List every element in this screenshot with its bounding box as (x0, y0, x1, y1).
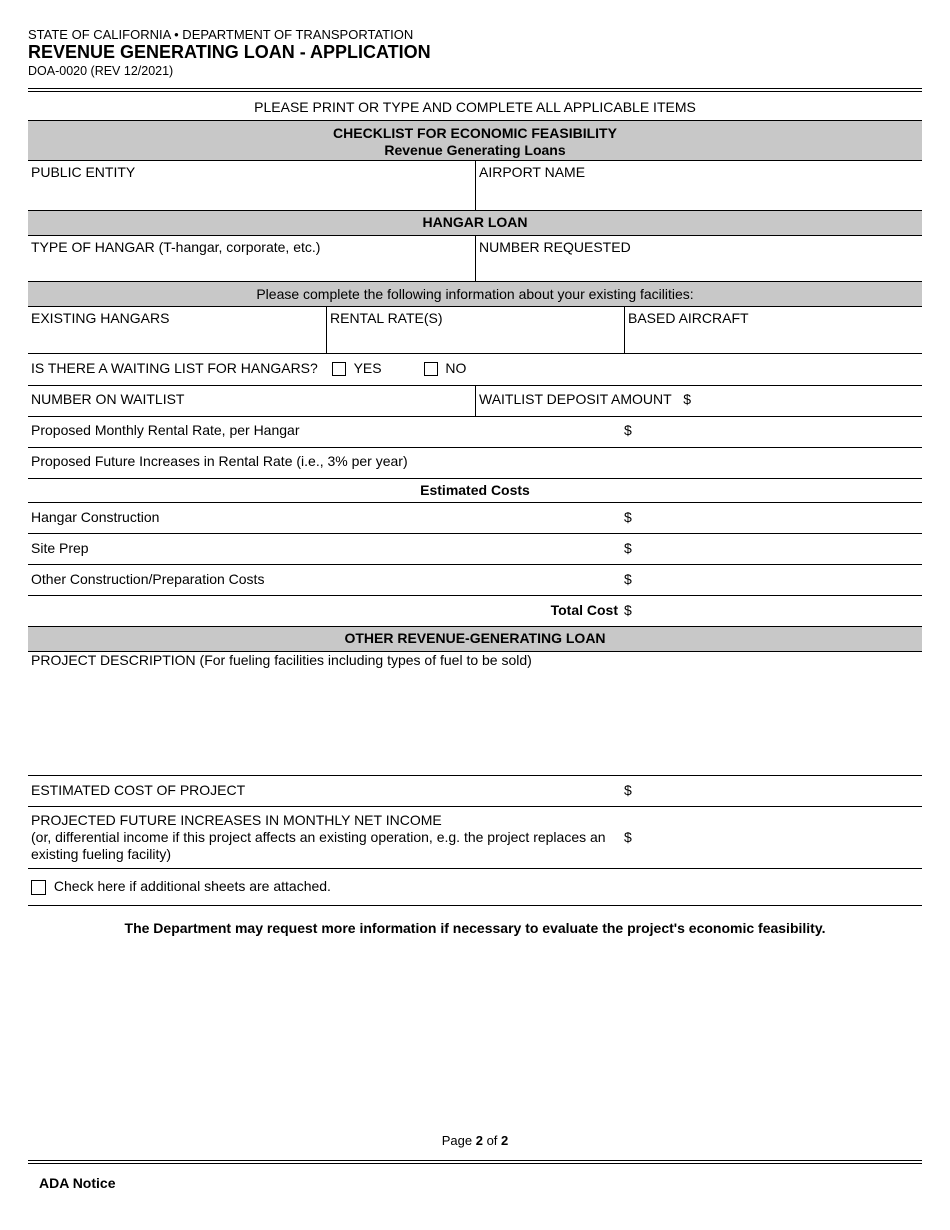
public-entity-field[interactable] (28, 161, 475, 210)
estimated-costs-heading (28, 479, 922, 503)
page-of: of (486, 1133, 498, 1148)
airport-name-label: AIRPORT NAME (479, 164, 586, 180)
attached-sheets-checkbox[interactable] (31, 880, 46, 895)
checklist-subtitle: Revenue Generating Loans (384, 142, 566, 158)
hangar-type-field[interactable] (28, 236, 475, 281)
yes-label: YES (353, 360, 382, 376)
existing-facilities-prompt: Please complete the following information about your existing facilities: (256, 286, 694, 302)
cost-label-other: Other Construction/Preparation Costs (31, 571, 265, 587)
airport-name-field[interactable] (475, 161, 922, 210)
waitlist-deposit-currency: $ (683, 391, 692, 407)
attached-sheets-label: Check here if additional sheets are attached. (53, 878, 331, 894)
income-row[interactable] (28, 807, 922, 869)
monthly-rate-row[interactable] (28, 417, 922, 448)
existing-facilities-heading (28, 282, 922, 307)
income-label-title: PROJECTED FUTURE INCREASES IN MONTHLY NET INCOME (31, 812, 442, 828)
hangar-loan-title: HANGAR LOAN (422, 214, 528, 230)
page-prefix: Page (441, 1133, 473, 1148)
monthly-rate-label: Proposed Monthly Rental Rate, per Hangar (31, 422, 300, 438)
cost-row-hangar-construction[interactable] (28, 503, 922, 534)
other-loan-title: OTHER REVENUE-GENERATING LOAN (344, 630, 606, 646)
waitlist-deposit-label: WAITLIST DEPOSIT AMOUNT (479, 391, 672, 407)
estimated-cost-label: ESTIMATED COST OF PROJECT (31, 782, 246, 798)
rental-rates-label: RENTAL RATE(S) (330, 310, 443, 326)
instructions-text: PLEASE PRINT OR TYPE AND COMPLETE ALL APPLICABLE ITEMS (254, 99, 696, 115)
estimated-costs-title: Estimated Costs (420, 482, 530, 498)
page-total: 2 (501, 1133, 509, 1148)
checklist-title: CHECKLIST FOR ECONOMIC FEASIBILITY (333, 125, 617, 141)
project-description-label: PROJECT DESCRIPTION (For fueling facilities including types of fuel to be sold) (31, 652, 532, 668)
waitlist-number-field[interactable] (28, 386, 475, 416)
rental-rates-field[interactable] (326, 307, 624, 353)
cost-currency-other: $ (624, 571, 632, 587)
waitlist-row (28, 386, 922, 417)
existing-facilities-row (28, 307, 922, 354)
estimated-cost-row[interactable] (28, 776, 922, 807)
total-cost-currency: $ (624, 602, 632, 618)
future-increase-label: Proposed Future Increases in Rental Rate (i.e., 3% per year) (31, 453, 408, 469)
total-cost-label: Total Cost (550, 602, 618, 618)
monthly-rate-currency: $ (624, 422, 632, 438)
public-entity-label: PUBLIC ENTITY (31, 164, 136, 180)
future-increase-row[interactable] (28, 448, 922, 479)
based-aircraft-label: BASED AIRCRAFT (628, 310, 749, 326)
yes-checkbox[interactable] (332, 362, 346, 376)
hangar-type-label: TYPE OF HANGAR (T-hangar, corporate, etc.) (31, 239, 321, 255)
waiting-list-question: IS THERE A WAITING LIST FOR HANGARS? (31, 360, 318, 376)
attached-sheets-row (28, 869, 922, 906)
income-currency: $ (624, 829, 632, 845)
instructions-row (28, 92, 922, 121)
waiting-list-row (28, 354, 922, 386)
cost-label-site-prep: Site Prep (31, 540, 89, 556)
footer-double-rule (28, 1160, 922, 1164)
form-title: REVENUE GENERATING LOAN - APPLICATION (28, 42, 431, 62)
hangar-type-row (28, 236, 922, 282)
estimated-cost-currency: $ (624, 782, 632, 798)
number-requested-field[interactable] (475, 236, 922, 281)
no-label: NO (445, 360, 467, 376)
cost-currency-site-prep: $ (624, 540, 632, 556)
project-description-field[interactable] (28, 652, 922, 776)
form-number: DOA-0020 (REV 12/2021) (28, 64, 174, 78)
ada-notice[interactable]: ADA Notice (39, 1175, 116, 1191)
number-requested-label: NUMBER REQUESTED (479, 239, 631, 255)
waitlist-deposit-field[interactable] (475, 386, 922, 416)
cost-row-site-prep[interactable] (28, 534, 922, 565)
cost-label-hangar-construction: Hangar Construction (31, 509, 160, 525)
hangar-loan-heading (28, 211, 922, 236)
department-notice: The Department may request more information if necessary to evaluate the project's economic feasibility. (124, 920, 826, 936)
income-label-block (31, 812, 616, 863)
based-aircraft-field[interactable] (624, 307, 922, 353)
income-label-detail: (or, differential income if this project affects an existing operation, e.g. the project replaces an existing fueling facility) (31, 829, 606, 862)
existing-hangars-field[interactable] (28, 307, 326, 353)
agency-header: STATE OF CALIFORNIA • DEPARTMENT OF TRANSPORTATION (28, 27, 414, 42)
page-current: 2 (475, 1133, 483, 1148)
total-cost-row[interactable] (28, 596, 922, 627)
other-loan-heading (28, 627, 922, 652)
cost-row-other[interactable] (28, 565, 922, 596)
entity-row (28, 161, 922, 211)
cost-currency-hangar-construction: $ (624, 509, 632, 525)
no-checkbox[interactable] (424, 362, 438, 376)
checklist-heading (28, 121, 922, 161)
existing-hangars-label: EXISTING HANGARS (31, 310, 170, 326)
application-form (28, 88, 922, 936)
waitlist-number-label: NUMBER ON WAITLIST (31, 391, 185, 407)
page-number (0, 1133, 950, 1148)
